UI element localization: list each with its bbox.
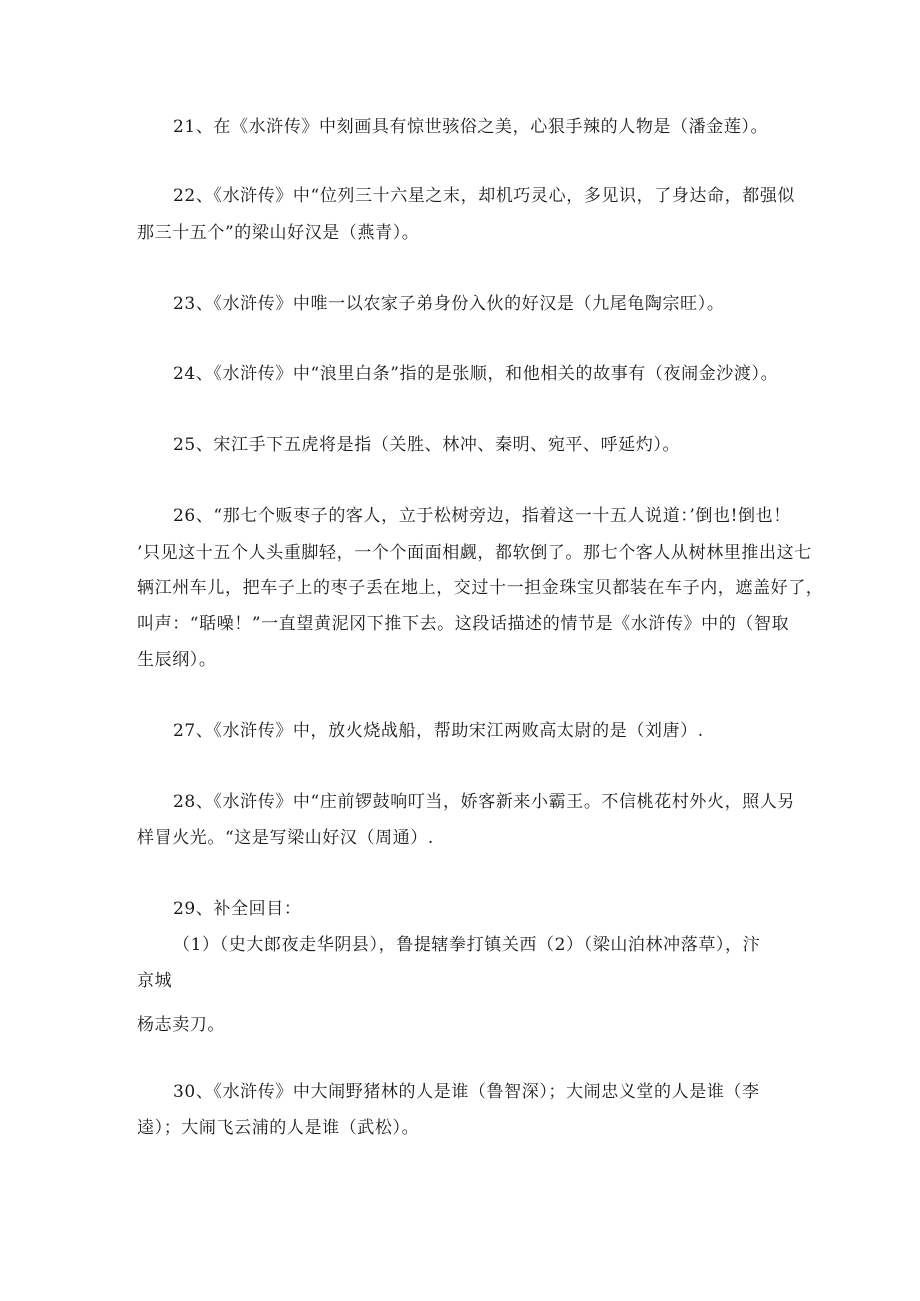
question-30-line-1: 30、《水浒传》中大闹野猪林的人是谁（鲁智深）；大闹忠义堂的人是谁（李 xyxy=(173,1082,760,1102)
question-28-line-1: 28、《水浒传》中“庄前锣鼓响叮当，娇客新来小霸王。不信桃花村外火，照人另 xyxy=(173,792,796,812)
question-29-line-2: （1）（史大郎夜走华阴县），鲁提辖拳打镇关西（2）（梁山泊林冲落草），汴 xyxy=(173,935,761,955)
question-27-line-1: 27、《水浒传》中，放火烧战船，帮助宋江两败高太尉的是（刘唐）. xyxy=(173,721,704,741)
question-26-line-2: ’只见这十五个人头重脚轻，一个个面面相觑，都软倒了。那七个客人从树林里推出这七 xyxy=(137,543,812,563)
question-30-line-2: 逵）；大闹飞云浦的人是谁（武松）。 xyxy=(137,1118,420,1138)
question-24-line-1: 24、《水浒传》中“浪里白条”指的是张顺，和他相关的故事有（夜闹金沙渡）。 xyxy=(173,364,779,384)
question-26-line-3: 辆江州车儿，把车子上的枣子丢在地上，交过十一担金珠宝贝都装在车子内，遮盖好了， xyxy=(137,578,824,598)
question-26-line-5: 生辰纲）。 xyxy=(137,650,217,670)
question-22-line-1: 22、《水浒传》中“位列三十六星之末，却机巧灵心，多见识，了身达命，都强似 xyxy=(173,186,796,206)
question-29-line-1: 29、补全回目： xyxy=(173,899,302,919)
question-28-line-2: 样冒火光。“这是写梁山好汉（周通）. xyxy=(137,828,434,848)
question-29-line-3: 京城 xyxy=(137,971,173,991)
question-29-line-4: 杨志卖刀。 xyxy=(137,1015,225,1035)
question-21-line-1: 21、在《水浒传》中刻画具有惊世骇俗之美，心狠手辣的人物是（潘金莲）。 xyxy=(173,117,769,137)
question-22-line-2: 那三十五个”的梁山好汉是（燕青）。 xyxy=(137,223,420,243)
question-26-line-4: 叫声：“聒噪！”一直望黄泥冈下推下去。这段话描述的情节是《水浒传》中的（智取 xyxy=(137,614,790,634)
question-25-line-1: 25、宋江手下五虎将是指（关胜、林冲、秦明、宛平、呼延灼）。 xyxy=(173,435,681,455)
question-26-line-1: 26、“那七个贩枣子的客人，立于松树旁边，指着这一十五人说道：’倒也!倒也！ xyxy=(173,506,791,526)
question-23-line-1: 23、《水浒传》中唯一以农家子弟身份入伙的好汉是（九尾龟陶宗旺）。 xyxy=(173,294,725,314)
